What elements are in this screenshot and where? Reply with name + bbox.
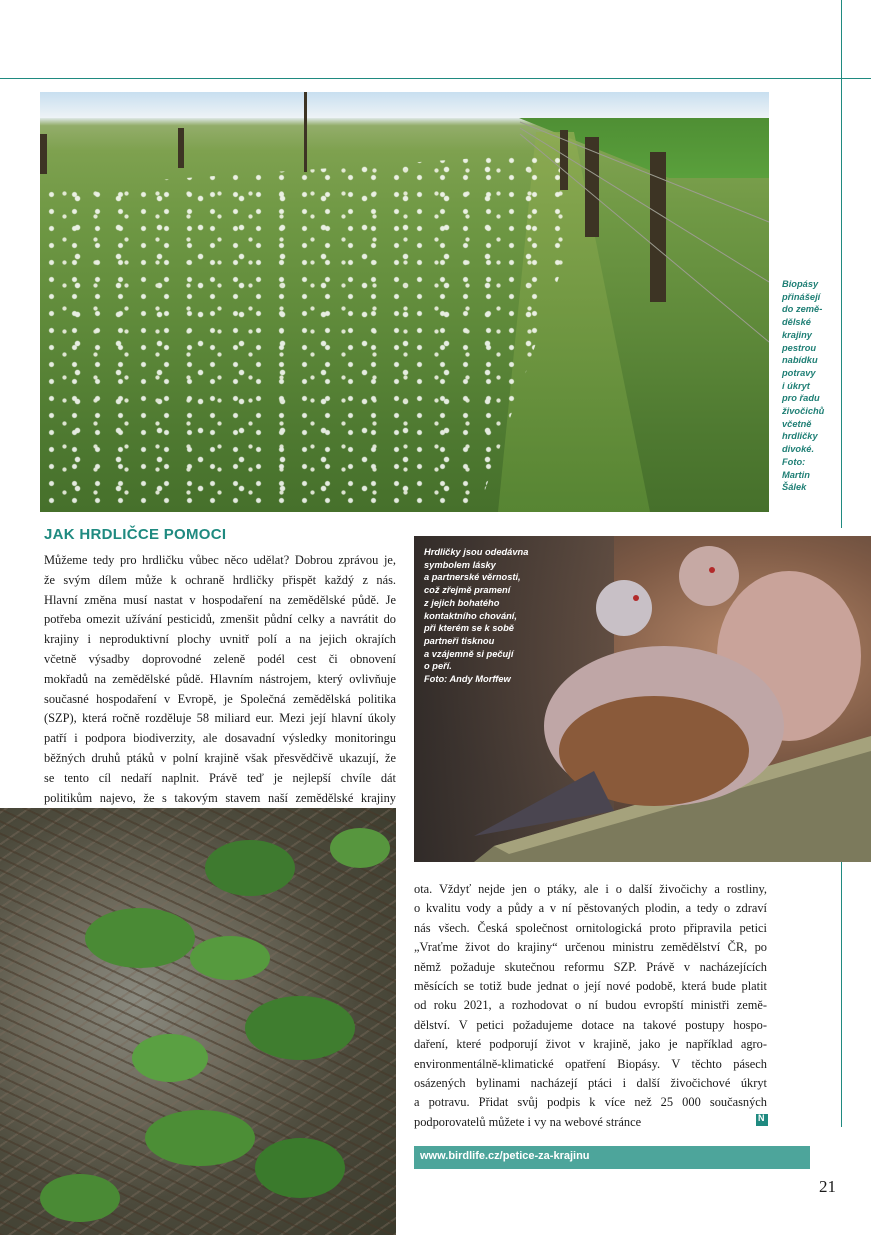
body-text-column-1 — [44, 551, 396, 828]
end-of-article-mark — [756, 1114, 768, 1126]
text-line: politikům najevo, že s takovým stavem naší zemědělské krajiny — [44, 790, 396, 805]
end-mark-letter: N — [758, 1113, 765, 1123]
text-line: dělství. V petici požadujeme dotace na takové postupy hospo- — [414, 1017, 767, 1032]
text-line: od roku 2021, a rozhodovat o ní budou evropští ministři země- — [414, 998, 767, 1013]
leaves-illustration — [0, 808, 396, 1235]
text-line: ota. Vždyť nejde jen o ptáky, ale i o další živočichy a rostliny, — [414, 882, 767, 896]
right-rule — [841, 0, 842, 528]
text-line: mokřadů na zemědělské půdě. Hlavním nástrojem, který ovlivňuje — [44, 671, 396, 686]
text-line: (SZP), která ročně rozděluje 58 miliard eur. Mezi její hlavní úkoly — [44, 711, 396, 726]
text-line: o kvalitu vody a půdy a v ní pěstovaných plodin, a tedy o zdraví — [414, 901, 767, 916]
nest-in-shrub-photo — [0, 808, 396, 1235]
text-line: běžných druhů ptáků v polní krajině však přesvědčivě ukazují, že — [44, 750, 396, 765]
body-text-column-2 — [414, 880, 767, 1132]
text-line: environmentálně-klimatické opatření Biopásy. V těchto pásech — [414, 1056, 767, 1071]
right-rule-lower — [841, 862, 842, 1127]
text-line: že svým dílem může k ochraně hrdličky přispět každý z nás. — [44, 572, 396, 587]
text-line: potřeba omezit užívání pesticidů, zmenšit půdní celky a navrátit do — [44, 612, 396, 627]
petition-url-link[interactable]: www.birdlife.cz/petice-za-krajinu — [420, 1150, 590, 1162]
top-rule — [0, 78, 871, 79]
text-line: současné hospodaření v Evropě, je Společná zemědělská politika — [44, 691, 396, 706]
petition-url-bar[interactable] — [414, 1146, 810, 1169]
text-line: daření, které podporují život v krajině, jako je například agro- — [414, 1037, 767, 1052]
text-line: měsících se totiž bude jednat o její nové podobě, která bude platit — [414, 979, 767, 994]
photo-caption-field: Biopásy přinášejí do země- dělské krajiny pestrou nabídku potravy i úkryt pro řadu živočichů včetně hrdličky divoké. Foto: Martin Šálek — [782, 279, 825, 493]
section-heading: JAK HRDLIČCE POMOCI — [44, 526, 227, 543]
text-line: němž požaduje skutečnou reformu SZP. Právě v nacházejících — [414, 959, 767, 974]
text-line: Hlavní změna musí nastat v hospodaření na zemědělské půdě. Je — [44, 592, 396, 607]
photo-caption-doves: Hrdličky jsou odedávna symbolem lásky a partnerské věrnosti, což zřejmě pramení z jejich bohatého kontaktního chování, při kterém se k sobě partneři tisknou a vzájemně si pečují o peří. Foto: Andy Morffew — [424, 547, 529, 685]
page-number: 21 — [819, 1177, 836, 1196]
text-line: včetně výsadby doprovodné zeleně podél cest či obnovení — [44, 651, 396, 666]
text-line: se tento cíl nedaří naplnit. Právě teď je nejlepší chvíle dát — [44, 770, 396, 785]
text-line: nás všech. Česká společnost ornitologická proto připravila petici — [414, 920, 767, 935]
text-line: Můžeme tedy pro hrdličku vůbec něco udělat? Dobrou zprávou je, — [44, 553, 396, 567]
fence-wire — [40, 92, 769, 512]
text-line: krajiny i neproduktivní plochy uvnitř polí a na jejich okrajích — [44, 632, 396, 647]
text-line: „Vraťme život do krajiny“ určenou ministru zemědělství ČR, po — [414, 940, 767, 955]
text-line: osázených bylinami nacházejí ptáci i další živočichové úkryt — [414, 1076, 767, 1091]
text-line: podporovatelů můžete i vy na webové stránce — [414, 1114, 642, 1129]
text-line: patří i podpora biodiverzity, ale dosavadní výsledky monitoringu — [44, 731, 396, 746]
field-biopas-photo — [40, 92, 769, 512]
text-line: a potravu. Přidat svůj podpis k více než 25 000 současných — [414, 1095, 767, 1110]
